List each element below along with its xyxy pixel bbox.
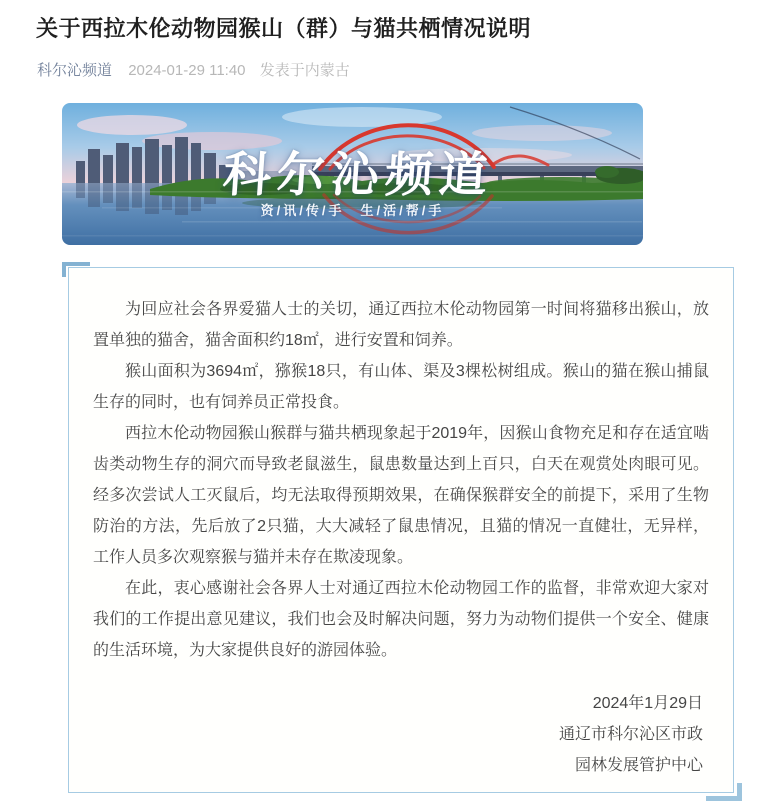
banner-image[interactable] (62, 103, 643, 245)
paragraph-1: 为回应社会各界爱猫人士的关切，通辽西拉木伦动物园第一时间将猫移出猴山，放置单独的猫舍，猫舍面积约18㎡，进行安置和饲养。 (93, 301, 709, 349)
banner-brand-text: 科尔沁频道 (221, 149, 496, 202)
article-body (69, 268, 733, 666)
signature-org-line2: 园林发展管护中心 (574, 757, 703, 774)
corner-bracket-top-left (62, 262, 90, 277)
signature-date: 2024年1月29日 (592, 695, 703, 712)
byline (37, 61, 360, 81)
publish-time: 2024-01-29 11:40 (128, 62, 246, 79)
corner-bracket-bottom-right (706, 783, 742, 801)
article-title: 关于西拉木伦动物园猴山（群）与猫共栖情况说明 (36, 16, 532, 41)
signature-block (69, 688, 733, 781)
account-name-link[interactable]: 科尔沁频道 (37, 62, 113, 79)
signature-org-line1: 通辽市科尔沁区市政 (558, 726, 703, 743)
banner-scene-illustration (62, 103, 643, 245)
paragraph-2: 猴山面积为3694㎡，猕猴18只，有山体、渠及3棵松树组成。猴山的猫在猴山捕鼠生存的同时，也有饲养员正常投食。 (93, 363, 709, 411)
statement-box (68, 267, 734, 793)
banner-tagline-text: 资/讯/传/手 生/活/帮/手 (260, 203, 445, 218)
paragraph-4: 在此，衷心感谢社会各界人士对通辽西拉木伦动物园工作的监督，非常欢迎大家对我们的工作提出意见建议，我们也会及时解决问题，努力为动物们提供一个安全、健康的生活环境，为大家提供良好的游园体验。 (93, 580, 709, 659)
publish-region: 发表于内蒙古 (259, 62, 350, 79)
paragraph-3: 西拉木伦动物园猴山猴群与猫共栖现象起于2019年，因猴山食物充足和存在适宜啮齿类动物生存的洞穴而导致老鼠滋生，鼠患数量达到上百只，白天在观赏处肉眼可见。经多次尝试人工灭鼠后，均无法取得预期效果，在确保猴群安全的前提下，采用了生物防治的方法，先后放了2只猫，大大减轻了鼠患情况，且猫的情况一直健壮，无异样，工作人员多次观察猴与猫并未存在欺凌现象。 (93, 425, 709, 566)
